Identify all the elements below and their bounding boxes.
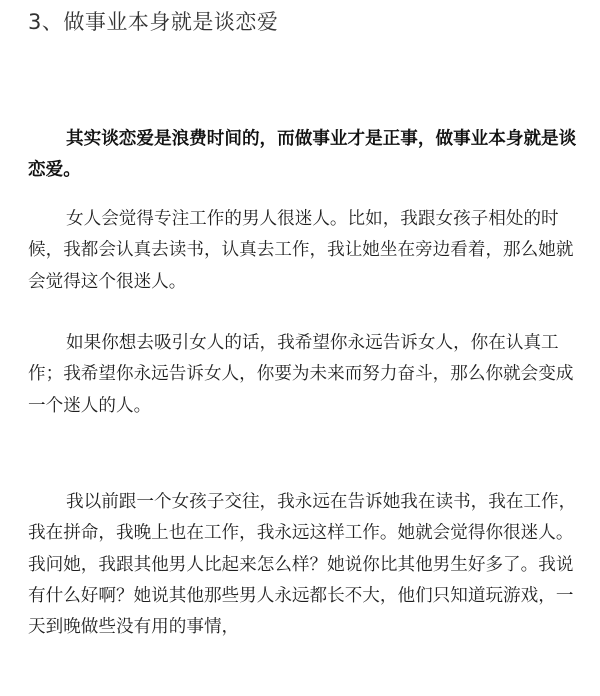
paragraph-intro: 其实谈恋爱是浪费时间的，而做事业才是正事，做事业本身就是谈恋爱。	[28, 129, 577, 181]
paragraph-attract-women: 如果你想去吸引女人的话，我希望你永远告诉女人，你在认真工作；我希望你永远告诉女人，你要为未来而努力奋斗，那么你就会变成一个迷人的人。	[28, 333, 574, 416]
section-heading: 3、做事业本身就是谈恋爱	[28, 10, 279, 34]
paragraph-past-relationship: 我以前跟一个女孩子交往，我永远在告诉她我在读书，我在工作，我在拼命，我晚上也在工作，我永远这样工作。她就会觉得你很迷人。我问她，我跟其他男人比起来怎么样？她说你比其他男生好多了。我说有什么好啊？她说其他那些男人永远都长不大，他们只知道玩游戏，一天到晚做些没有用的事情，	[28, 492, 577, 638]
paragraph-focus-work: 女人会觉得专注工作的男人很迷人。比如，我跟女孩子相处的时候，我都会认真去读书，认真去工作，我让她坐在旁边看着，那么她就会觉得这个很迷人。	[28, 209, 574, 292]
